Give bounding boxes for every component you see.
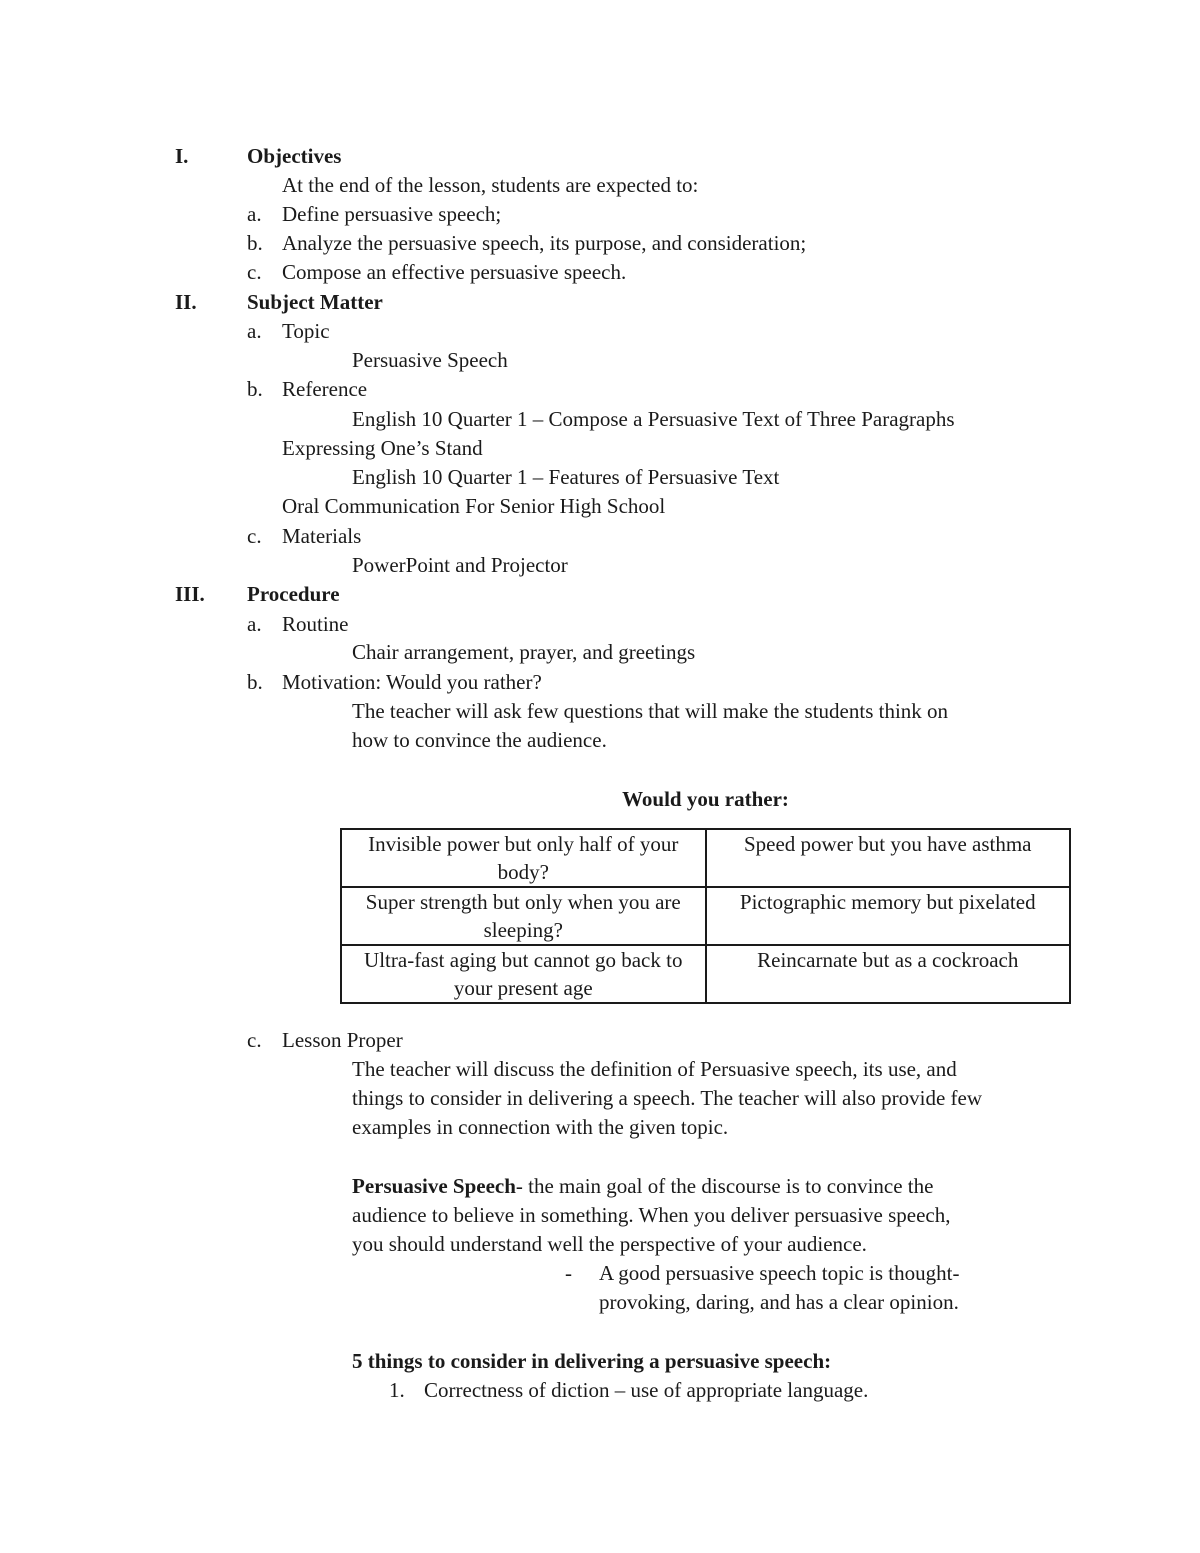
list-marker: b. xyxy=(247,670,263,694)
reference-item: English 10 Quarter 1 – Features of Persuasive Text xyxy=(352,465,780,489)
section-numeral-objectives: I. xyxy=(175,144,189,168)
reference-item: English 10 Quarter 1 – Compose a Persuasive Text of Three Paragraphs xyxy=(352,407,955,431)
section-numeral-procedure: III. xyxy=(175,582,205,606)
table-cell: Reincarnate but as a cockroach xyxy=(706,945,1071,1003)
topic-label: Topic xyxy=(282,319,330,343)
materials-value: PowerPoint and Projector xyxy=(352,553,568,577)
objective-item: Analyze the persuasive speech, its purpose, and consideration; xyxy=(282,231,807,255)
routine-label: Routine xyxy=(282,612,349,636)
table-row xyxy=(341,945,1070,1003)
list-marker: a. xyxy=(247,612,262,636)
reference-item: Oral Communication For Senior High School xyxy=(282,494,666,518)
motivation-label: Motivation: Would you rather? xyxy=(282,670,542,694)
section-title-objectives: Objectives xyxy=(247,144,342,168)
lesson-paragraph: things to consider in delivering a speech. The teacher will also provide few xyxy=(352,1086,982,1110)
lesson-paragraph: examples in connection with the given topic. xyxy=(352,1115,729,1139)
list-marker: c. xyxy=(247,1028,262,1052)
bullet-marker: - xyxy=(565,1261,572,1285)
objective-item: Define persuasive speech; xyxy=(282,202,502,226)
motivation-text: how to convince the audience. xyxy=(352,728,607,752)
topic-value: Persuasive Speech xyxy=(352,348,508,372)
consideration-item: Correctness of diction – use of appropriate language. xyxy=(424,1378,869,1402)
table-row xyxy=(341,829,1070,887)
table-cell: Speed power but you have asthma xyxy=(706,829,1071,887)
list-marker: c. xyxy=(247,524,262,548)
table-cell: Super strength but only when you are sleeping? xyxy=(341,887,706,945)
bullet-text: provoking, daring, and has a clear opinion. xyxy=(599,1290,959,1314)
table-cell: Pictographic memory but pixelated xyxy=(706,887,1071,945)
objective-item: Compose an effective persuasive speech. xyxy=(282,260,627,284)
definition-line xyxy=(352,1172,933,1200)
lesson-paragraph: The teacher will discuss the definition of Persuasive speech, its use, and xyxy=(352,1057,957,1081)
list-marker: b. xyxy=(247,231,263,255)
lesson-label: Lesson Proper xyxy=(282,1028,403,1052)
list-marker: c. xyxy=(247,260,262,284)
table-row xyxy=(341,887,1070,945)
motivation-text: The teacher will ask few questions that will make the students think on xyxy=(352,699,949,723)
routine-value: Chair arrangement, prayer, and greetings xyxy=(352,640,696,664)
list-marker: b. xyxy=(247,377,263,401)
considerations-title: 5 things to consider in delivering a persuasive speech: xyxy=(352,1349,832,1373)
table-cell: Ultra-fast aging but cannot go back to your present age xyxy=(341,945,706,1003)
definition-text: - the main goal of the discourse is to convince the xyxy=(515,1174,934,1198)
section-title-procedure: Procedure xyxy=(247,582,340,606)
definition-term: Persuasive Speech xyxy=(352,1174,516,1198)
list-marker: a. xyxy=(247,319,262,343)
reference-item-continued: Expressing One’s Stand xyxy=(282,436,483,460)
table-cell: Invisible power but only half of your body? xyxy=(341,829,706,887)
materials-label: Materials xyxy=(282,524,362,548)
definition-text: audience to believe in something. When you deliver persuasive speech, xyxy=(352,1203,951,1227)
list-marker: 1. xyxy=(389,1378,405,1402)
list-marker: a. xyxy=(247,202,262,226)
table-title: Would you rather: xyxy=(622,787,789,811)
section-numeral-subject-matter: II. xyxy=(175,290,197,314)
bullet-text: A good persuasive speech topic is thought- xyxy=(599,1261,960,1285)
definition-text: you should understand well the perspective of your audience. xyxy=(352,1232,867,1256)
would-you-rather-table xyxy=(340,828,1071,1004)
objectives-intro: At the end of the lesson, students are expected to: xyxy=(282,173,699,197)
section-title-subject-matter: Subject Matter xyxy=(247,290,383,314)
reference-label: Reference xyxy=(282,377,368,401)
